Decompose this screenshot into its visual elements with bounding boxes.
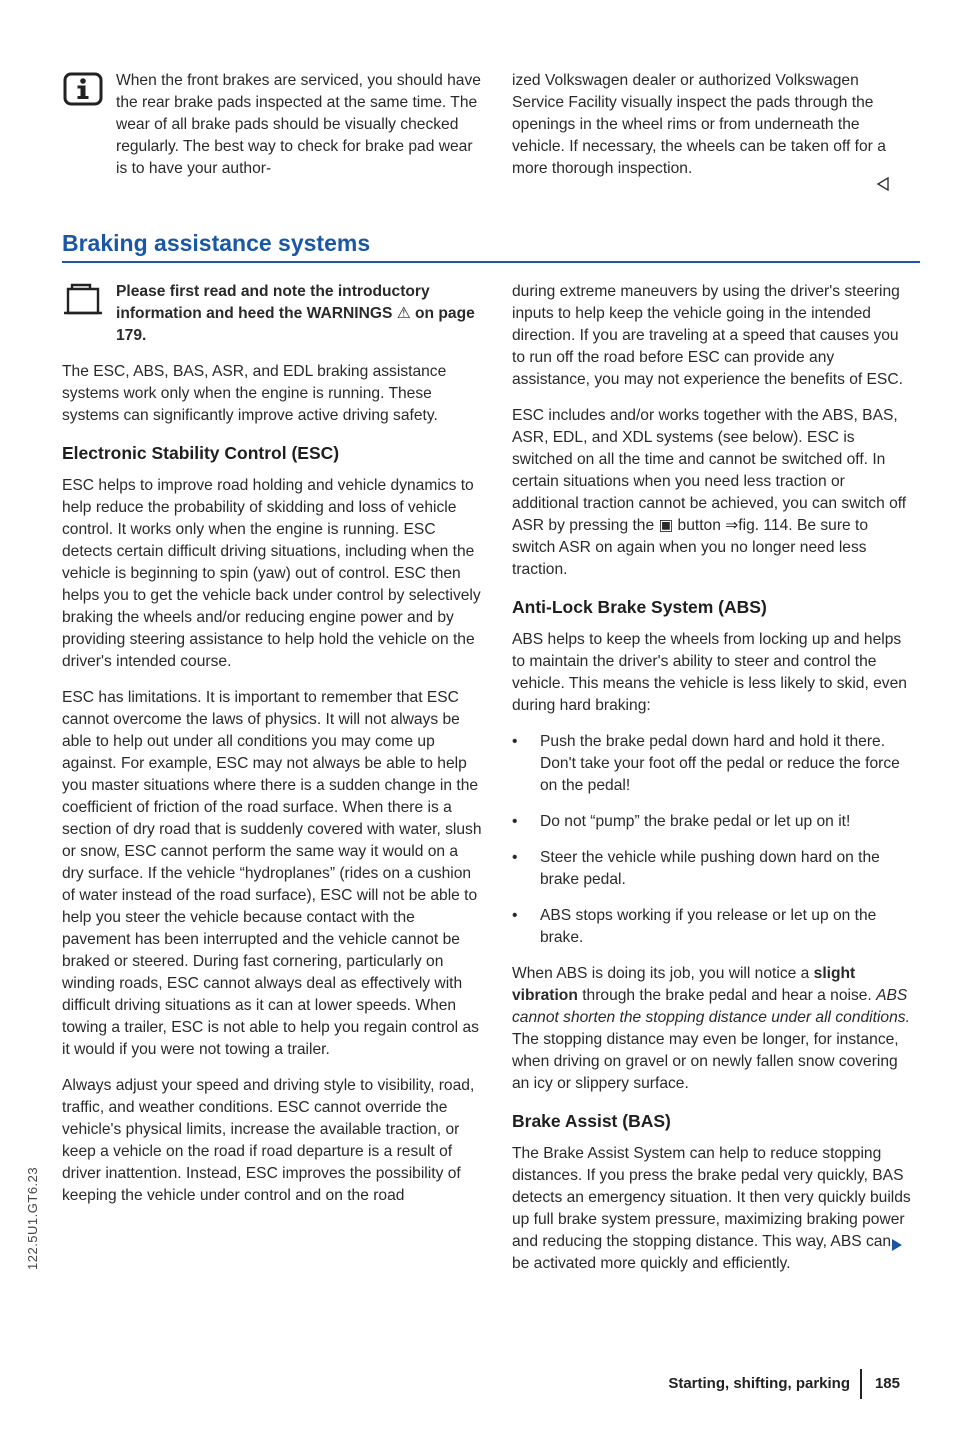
abs-p2-italic: ABS cannot shorten the stopping distance under all conditions. bbox=[512, 987, 910, 1026]
abs-paragraph-2 bbox=[512, 963, 912, 1095]
section-header bbox=[62, 229, 920, 263]
left-column bbox=[62, 281, 482, 1221]
esc-paragraph-1: ESC helps to improve road holding and vehicle dynamics to help reduce the probability of skidding and loss of vehicle control. It works only when the engine is running. ESC detects certain difficult driving situations, including when the vehicle is beginning to spin (yaw) out of control. ESC then helps you to get the vehicle back under control by selectively braking the wheels and/or reducing engine power and by providing steering assistance to help hold the vehicle on the driver's intended course. bbox=[62, 477, 481, 670]
abs-p2-end: The stopping distance may even be longer, for instance, when driving on gravel or on newly fallen snow covering an icy or slippery surface. bbox=[512, 1031, 899, 1092]
section-title: Braking assistance systems bbox=[62, 230, 371, 256]
info-icon bbox=[62, 72, 104, 115]
intro-right bbox=[512, 70, 912, 194]
section-rule bbox=[62, 261, 920, 263]
esc-paragraph-5: ESC includes and/or works together with the ABS, BAS, ASR, EDL, and XDL systems (see below). ESC is switched on all the time and cannot be switched off. In certain situations when you need less traction or additional traction cannot be achieved, you can switch off ASR by pressing the ▣ button ⇒fig. 114. Be sure to switch ASR on again when you no longer need less traction. bbox=[512, 407, 907, 578]
page-number: 185 bbox=[874, 1375, 900, 1392]
esc-paragraph-3: Always adjust your speed and driving style to visibility, road, traffic, and weather conditions. ESC cannot override the vehicle's physical limits, increase the available traction, or keep a vehicle on the road if road departure is a result of driver inattention. Instead, ESC improves the possibility of keeping the vehicle under control and on the road bbox=[62, 1077, 475, 1204]
read-first-text: Please first read and note the introductory information and heed the WARNINGS ⚠ on page 179. bbox=[116, 283, 475, 344]
systems-intro: The ESC, ABS, BAS, ASR, and EDL braking assistance systems work only when the engine is running. These systems can significantly improve active driving safety. bbox=[62, 363, 447, 424]
esc-paragraph-2: ESC has limitations. It is important to remember that ESC cannot overcome the laws of physics. It will not always be able to help out under all conditions you may come up against. For example, ESC may not always be able to help you master situations where there is a sudden change in the coefficient of friction of the road surface. When there is a section of dry road that is suddenly covered with water, slush or snow, ESC cannot perform the same way it would on a dry surface. If the vehicle “hydroplanes” (rides on a cushion of water instead of the road surface), ESC will not be able to help you steer the vehicle because contact with the pavement has been interrupted and the vehicle cannot be braked or steered. During fast cornering, particularly on winding roads, ESC cannot always deal as effectively with difficult driving situations as it can at lower speeds. When towing a trailer, ESC is not able to help you regain control as it would if you were not towing a trailer. bbox=[62, 689, 482, 1058]
footer-section: Starting, shifting, parking bbox=[668, 1375, 850, 1392]
abs-heading: Anti-Lock Brake System (ABS) bbox=[512, 597, 767, 617]
intro-text-left: When the front brakes are serviced, you should have the rear brake pads inspected at the same time. The wear of all brake pads should be visually checked regularly. The best way to check for brake pad wear is to have your author- bbox=[116, 72, 481, 177]
abs-p2-bold: slight vibration bbox=[512, 965, 856, 1004]
esc-paragraph-4: during extreme maneuvers by using the driver's steering inputs to help keep the vehicle going in the intended direction. If you are traveling at a speed that causes you to run off the road before ESC can provide any assistance, you may not experience the benefits of ESC. bbox=[512, 283, 903, 388]
continue-arrow-icon bbox=[890, 1237, 904, 1259]
right-column bbox=[512, 281, 912, 1289]
page-footer bbox=[610, 1369, 910, 1399]
side-code: 122.5U1.GT6.23 bbox=[25, 1166, 40, 1270]
intro-text-right: ized Volkswagen dealer or authorized Volkswagen Service Facility visually inspect the pads through the openings in the wheel rims or from underneath the vehicle. If necessary, the wheels can be taken off for a more thorough inspection. bbox=[512, 72, 886, 177]
bas-heading: Brake Assist (BAS) bbox=[512, 1111, 671, 1131]
read-first-note bbox=[62, 281, 482, 347]
esc-heading: Electronic Stability Control (ESC) bbox=[62, 443, 340, 463]
list-item: • Push the brake pedal down hard and hold it there. Don't take your foot off the pedal or reduce the force on the pedal! bbox=[512, 731, 912, 797]
end-mark-icon bbox=[876, 176, 890, 198]
info-note bbox=[62, 70, 482, 180]
list-item: • ABS stops working if you release or let up on the brake. bbox=[512, 905, 912, 949]
book-icon bbox=[62, 283, 104, 324]
abs-paragraph-1: ABS helps to keep the wheels from locking up and helps to maintain the driver's ability to steer and control the vehicle. This means the vehicle is less likely to skid, even during hard braking: bbox=[512, 631, 907, 714]
abs-bullet-list bbox=[512, 731, 912, 949]
list-item: • Do not “pump” the brake pedal or let up on it! bbox=[512, 811, 912, 833]
footer-divider bbox=[860, 1369, 862, 1399]
abs-p2-start: When ABS is doing its job, you will notice a bbox=[512, 965, 810, 982]
bas-paragraph: The Brake Assist System can help to reduce stopping distances. If you press the brake pedal very quickly, BAS detects an emergency situation. It then very quickly builds up full brake system pressure, maximizing braking power and reducing the stopping distance. This way, ABS can be activated more quickly and efficiently. bbox=[512, 1145, 911, 1272]
abs-p2-mid: through the brake pedal and hear a noise. bbox=[582, 987, 872, 1004]
intro-left bbox=[62, 70, 482, 194]
list-item: • Steer the vehicle while pushing down hard on the brake pedal. bbox=[512, 847, 912, 891]
